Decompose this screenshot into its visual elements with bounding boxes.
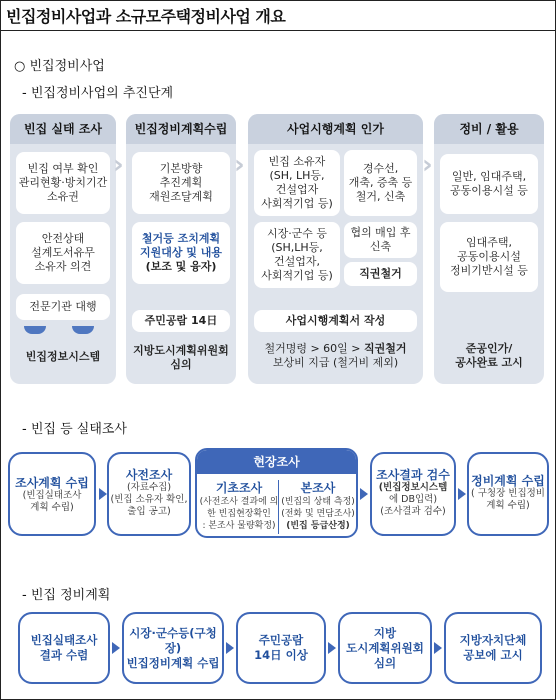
plan-item: (보조 및 융자) <box>145 260 217 273</box>
survey-item: 소유자 의견 <box>34 260 92 273</box>
arrow-right-icon <box>328 642 336 654</box>
plan-step-4 <box>338 612 432 684</box>
plan-support-box <box>132 222 230 284</box>
step-line: 심의 <box>373 655 397 670</box>
grade-text: (빈집 등급산정) <box>286 521 350 531</box>
approval-item: (SH,LH등, <box>271 241 323 254</box>
approval-item: (SH, LH등, <box>269 169 325 182</box>
approval-item: 빈집 소유자 <box>268 155 326 168</box>
step-title: 정비계획 수립 <box>471 474 545 488</box>
survey-item: 안전상태 <box>41 232 85 245</box>
step-title: 조사계획 수립 <box>15 476 89 490</box>
plan-document-box: 사업시행계획서 작성 <box>254 310 417 332</box>
step-line: 공보에 고시 <box>463 648 523 662</box>
approval-item: 사회적기업 등) <box>261 197 333 210</box>
use-item: 일반, 임대주택, <box>451 170 527 183</box>
sub-text: (전화 및 면담조사) <box>281 509 355 519</box>
completion-line: 공사완료 고시 <box>455 356 523 369</box>
committee-line: 지방도시계획위원회 <box>133 344 229 357</box>
stage-survey-column <box>10 114 116 384</box>
procedure-bold-text: 직권철거 <box>364 342 407 355</box>
pre-survey-box <box>107 452 191 536</box>
arrow-right-icon <box>99 488 107 500</box>
main-survey <box>279 476 357 538</box>
demolition-procedure <box>248 342 423 370</box>
survey-safety-box <box>16 222 110 284</box>
survey-item: 소유권 <box>47 190 79 203</box>
agency-box: 전문기관 대행 <box>16 294 110 320</box>
compensation-text: 보상비 지급 (철거비 제외) <box>272 356 399 369</box>
plan-step-3 <box>236 612 326 684</box>
stage-survey-header: 빈집 실태 조사 <box>10 114 116 144</box>
renovation-box <box>344 150 417 216</box>
sub-text: (빈집의 상태 측정) <box>281 497 355 507</box>
plan-basic-box <box>132 152 230 214</box>
stage-approval-header: 사업시행계획 인가 <box>248 114 423 144</box>
plan-item: 철거등 조치계획 <box>141 232 221 245</box>
plan-step-2 <box>122 612 224 684</box>
field-survey-group <box>195 448 358 538</box>
step-title: 사전조사 <box>125 468 173 482</box>
approval-item: 협의 매입 후 <box>350 226 411 239</box>
step-sub: 계획 수립) <box>30 502 74 513</box>
stage-plan-header: 빈집정비계획수립 <box>126 114 236 144</box>
approval-item: 건설업자, <box>273 255 320 268</box>
step-sub: (빈집실태조사 <box>22 490 82 501</box>
plan-item: 재원조달계획 <box>149 190 213 203</box>
arrow-right-icon <box>458 488 466 500</box>
completion-label <box>434 342 544 370</box>
title-divider <box>0 30 556 31</box>
section2-heading: - 빈집 등 실태조사 <box>22 422 127 437</box>
stage-use-column <box>434 114 544 384</box>
mayor-box <box>254 222 340 288</box>
arrow-right-icon <box>226 642 234 654</box>
plan-item: 지원대상 및 내용 <box>139 246 223 259</box>
field-survey-header: 현장조사 <box>197 450 356 474</box>
plan-item: 추진계획 <box>159 176 203 189</box>
housing-box <box>440 154 538 214</box>
stage-use-header: 정비 / 활용 <box>434 114 544 144</box>
public-review-box: 주민공람 14日 <box>132 310 230 332</box>
completion-line: 준공인가/ <box>465 342 513 355</box>
approval-item: 경수선, <box>362 162 399 175</box>
page-title: 빈집정비사업과 소규모주택정비사업 개요 <box>6 7 286 26</box>
result-check-box <box>370 452 456 536</box>
use-item: 공동이용시설 <box>457 250 521 263</box>
chevron-right-icon: › <box>422 150 433 180</box>
info-system-label: 빈집정보시스템 <box>25 350 101 363</box>
chevron-right-icon: › <box>234 150 245 180</box>
step-sub: (빈집정보시스템 <box>378 482 448 493</box>
plan-item: 기본방향 <box>159 162 203 175</box>
project-heading: ○ 빈집정비사업 <box>14 59 105 74</box>
basic-survey <box>199 476 279 538</box>
step-line: 빈집정비계획 수립 <box>126 655 220 670</box>
arrow-right-icon <box>360 488 368 500</box>
chevron-right-icon: › <box>113 150 124 180</box>
use-item: 정비기반시설 등 <box>450 264 528 277</box>
procedure-text: 철거명령 > 60일 > <box>264 342 365 355</box>
sub-title: 본조사 <box>300 481 336 495</box>
step-sub: 출입 공고) <box>127 506 171 517</box>
step-sub: 계획 수립) <box>486 500 530 511</box>
step-line: 14日 이상 <box>254 648 308 662</box>
step-line: 주민공람 <box>258 633 304 647</box>
step-sub: (조사결과 검수) <box>380 506 446 517</box>
step-line: 도시계획위원회 <box>346 640 424 655</box>
step-sub: 에 DB입력) <box>388 494 438 505</box>
committee-line: 심의 <box>170 358 192 371</box>
arrow-right-icon <box>434 642 442 654</box>
step-line: 지방 <box>373 625 397 640</box>
plan-setup-box <box>467 452 549 536</box>
owner-box <box>254 150 340 216</box>
step-sub: ( 구청장 빈집정비 <box>471 488 545 499</box>
survey-item: 설계도서유무 <box>31 246 95 259</box>
survey-plan-box <box>8 452 96 536</box>
stage-plan-column <box>126 114 236 384</box>
wave-icon <box>72 326 94 334</box>
step-sub: (빈집 소유자 확인, <box>110 494 188 505</box>
approval-item: 건설업자 <box>275 183 319 196</box>
purchase-box <box>344 222 417 258</box>
section1-heading: - 빈집정비사업의 추진단계 <box>22 86 174 101</box>
sub-title: 기초조사 <box>215 481 263 495</box>
survey-item: 빈집 여부 확인 <box>27 162 99 175</box>
survey-item: 관리현황·방치기간 <box>18 176 108 189</box>
step-line: 시장·군수등(구청장) <box>129 625 217 655</box>
rental-box <box>440 222 538 292</box>
plan-step-1 <box>18 612 110 684</box>
step-title: 조사결과 검수 <box>376 468 450 482</box>
sub-text: (사전조사 결과에 의 <box>199 497 279 507</box>
approval-item: 사회적기업 등) <box>261 269 333 282</box>
survey-items-box <box>16 152 110 214</box>
approval-item: 철거, 신축 <box>355 190 406 203</box>
use-item: 공동이용시설 등 <box>450 184 528 197</box>
plan-step-5 <box>444 612 542 684</box>
step-line: 지방자치단체 <box>459 633 527 647</box>
sub-text: 한 빈집현장확인 <box>207 509 271 519</box>
approval-item: 신축 <box>369 240 392 253</box>
sub-text: : 본조사 물량확정) <box>202 521 276 531</box>
arrow-right-icon <box>112 642 120 654</box>
approval-item: 시장·군수 등 <box>266 227 328 240</box>
step-sub: (자료수집) <box>126 482 172 493</box>
wave-icon <box>24 326 46 334</box>
forced-demolition-box: 직권철거 <box>344 262 417 286</box>
use-item: 임대주택, <box>465 236 512 249</box>
approval-item: 개축, 증축 등 <box>348 176 413 189</box>
step-line: 빈집실태조사 <box>30 633 98 647</box>
committee-label <box>126 344 236 372</box>
stage-approval-column <box>248 114 423 384</box>
section3-heading: - 빈집 정비계획 <box>22 588 111 603</box>
step-line: 결과 수렴 <box>39 648 89 662</box>
